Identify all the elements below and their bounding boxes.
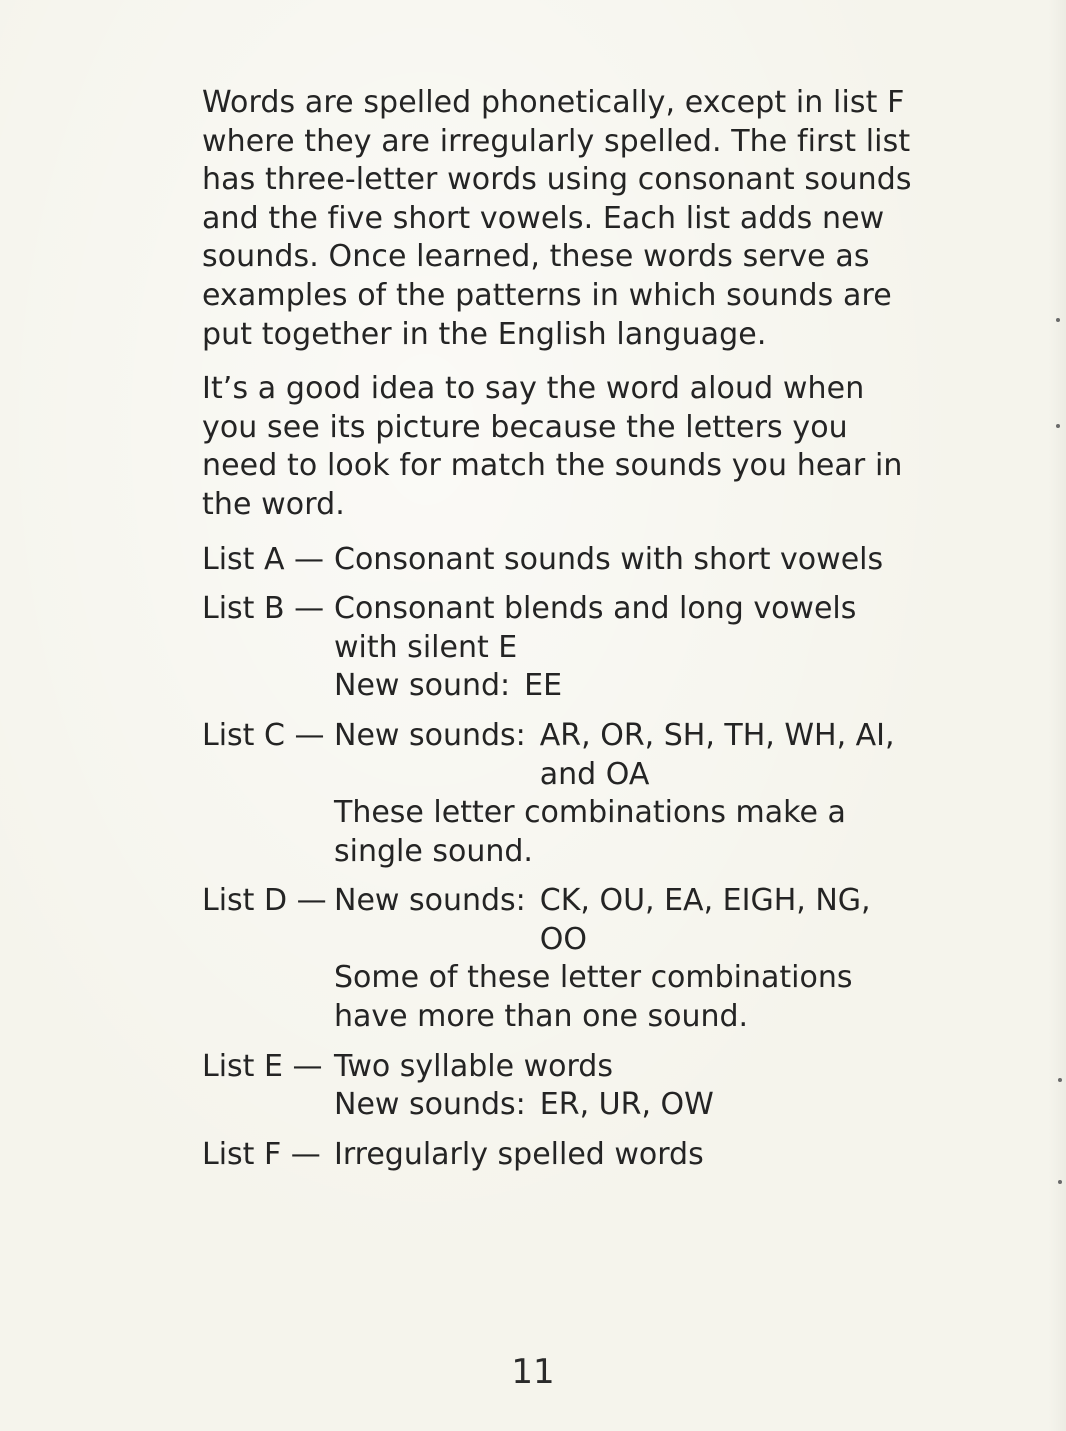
new-sounds-value: ER, UR, OW [539,1087,714,1123]
list-description [334,1048,914,1125]
new-sounds-key: New sounds: [334,717,526,753]
list-label: List F — [202,1136,321,1172]
word-lists [202,541,914,1175]
list-description-line: Consonant blends and long vowels with silent E [334,591,857,665]
paper-speck [1056,424,1060,428]
intro-paragraph-2: It’s a good idea to say the word aloud when you see its picture because the letters you need to look for match the sounds you hear in the word. [202,371,903,522]
list-description [334,717,914,871]
list-label: List B — [202,591,325,627]
list-description [334,1136,914,1175]
page-number: 11 [511,1352,555,1392]
paper-speck [1058,1180,1062,1184]
list-label: List E — [202,1048,323,1084]
new-sounds-value: EE [524,668,563,704]
new-sounds-key: New sounds: [334,1087,526,1123]
list-description [334,882,914,1036]
new-sounds-row [334,667,914,706]
paper-speck [1058,1078,1062,1082]
list-item-a [202,541,914,580]
page-edge-shadow [1048,0,1066,1431]
list-note: These letter combinations make a single sound. [334,795,846,869]
list-label: List C — [202,717,325,753]
list-label: List D — [202,883,327,919]
list-description [334,541,914,580]
list-item-c [202,717,914,871]
list-description-line: Two syllable words [334,1048,613,1084]
list-item-b [202,590,914,706]
list-note: Some of these letter combinations have more than one sound. [334,960,853,1035]
page-content [202,84,914,1185]
new-sounds-row [334,1086,914,1125]
list-label: List A — [202,541,325,577]
list-description [334,590,914,706]
new-sounds-value: CK, OU, EA, EIGH, NG, OO [539,883,871,957]
list-item-d [202,882,914,1036]
list-description-line: Consonant sounds with short vowels [334,541,884,577]
new-sounds-value: AR, OR, SH, TH, WH, AI, and OA [539,717,895,792]
list-item-f [202,1136,914,1175]
paper-speck [1056,318,1060,322]
new-sounds-row [334,882,914,959]
list-item-e [202,1048,914,1125]
intro-paragraph-1: Words are spelled phonetically, except in list F where they are irregularly spelled. The first list has three-letter words using consonant sounds and the five short vowels. Each list adds new sounds. Once learned, these words serve as examples of the patterns in which sounds are put together in the English language. [202,85,912,352]
list-description-line: Irregularly spelled words [334,1136,704,1172]
new-sounds-key: New sound: [334,668,511,704]
new-sounds-key: New sounds: [334,883,526,919]
new-sounds-row [334,717,914,794]
